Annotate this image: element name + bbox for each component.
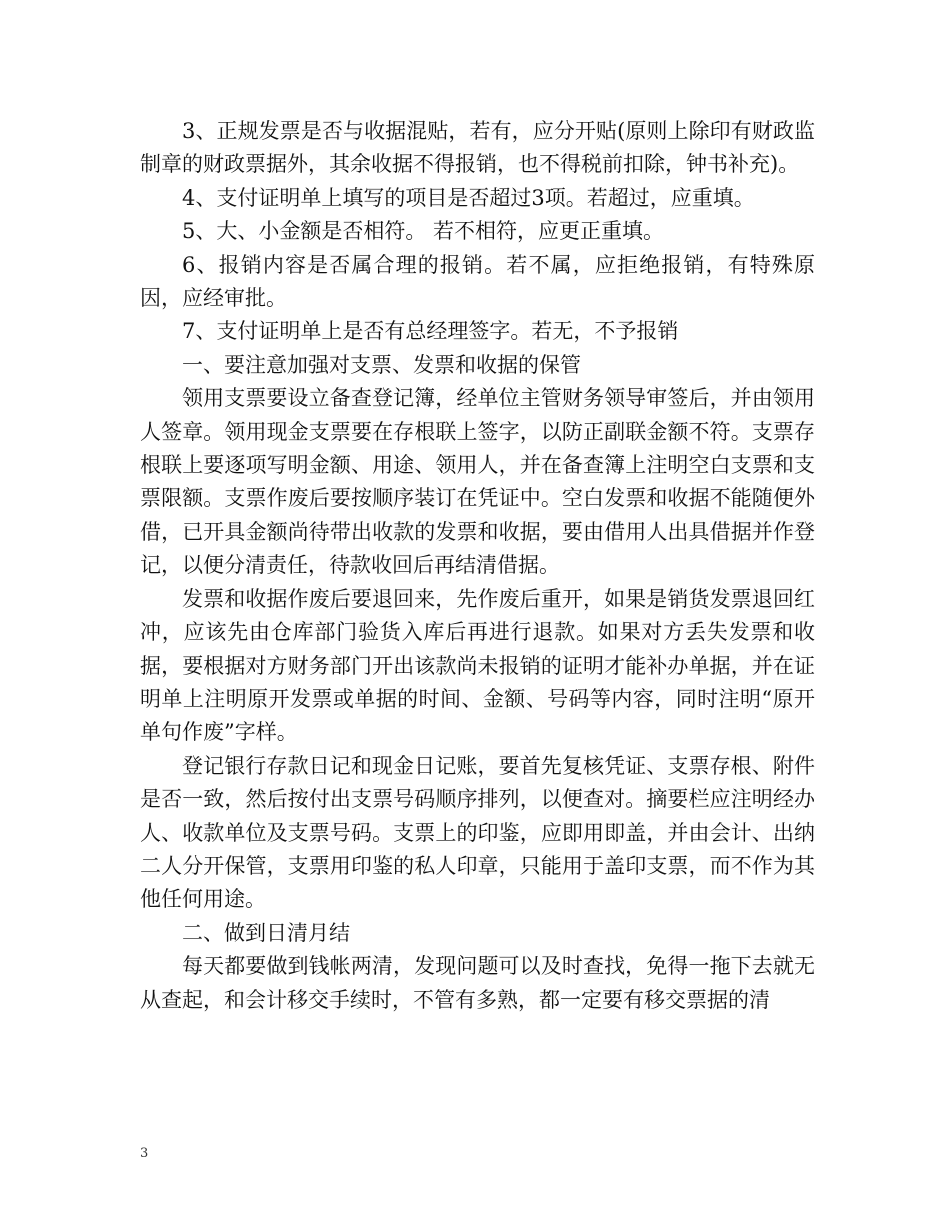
paragraph-journal-entry: 登记银行存款日记和现金日记账，要首先复核凭证、支票存根、附件是否一致，然后按付出支票号码顺序排列，以便查对。摘要栏应注明经办人、收款单位及支票号码。支票上的印鉴，应即用即盖，并由会计、出纳二人分开保管，支票用印鉴的私人印章，只能用于盖印支票，而不作为其他任何用途。: [140, 753, 815, 912]
paragraph-cheque-custody: 领用支票要设立备查登记簿，经单位主管财务领导审签后，并由领用人签章。领用现金支票要在存根联上签字，以防正副联金额不符。支票存根联上要逐项写明金额、用途、领用人，并在备查簿上注明空白支票和支票限额。支票作废后要按顺序装订在凭证中。空白发票和收据不能随便外借，已开具金额尚待带出收款的发票和收据，要由借用人出具借据并作登记，以便分清责任，待款收回后再结清借据。: [140, 386, 815, 578]
paragraph-invoice-void: 发票和收据作废后要退回来，先作废后重开，如果是销货发票退回红冲，应该先由仓库部门验货入库后再进行退款。如果对方丢失发票和收据，要根据对方财务部门开出该款尚未报销的证明才能补办单据，并在证明单上注明原开发票或单据的时间、金额、号码等内容，同时注明“原开单句作废”字样。: [140, 586, 815, 745]
paragraph-item-3: 3、正规发票是否与收据混贴，若有，应分开贴(原则上除印有财政监制章的财政票据外，其余收据不得报销，也不得税前扣除，钟书补充)。: [140, 119, 815, 177]
section-heading-2: 二、做到日清月结: [182, 920, 350, 945]
paragraph-item-7: 7、支付证明单上是否有总经理签字。若无，不予报销: [182, 319, 679, 344]
paragraph-item-6: 6、报销内容是否属合理的报销。若不属，应拒绝报销，有特殊原因，应经审批。: [140, 252, 815, 311]
page-number: 3: [140, 1146, 149, 1161]
paragraph-item-5: 5、大、小金额是否相符。 若不相符，应更正重填。: [182, 219, 665, 244]
paragraph-daily-settlement: 每天都要做到钱帐两清，发现问题可以及时查找，免得一拖下去就无从查起，和会计移交手续时，不管有多熟，都一定要有移交票据的清: [140, 954, 815, 1012]
document-body: [140, 115, 815, 1017]
paragraph-item-4: 4、支付证明单上填写的项目是否超过3项。若超过，应重填。: [182, 185, 755, 210]
section-heading-1: 一、要注意加强对支票、发票和收据的保管: [182, 352, 581, 377]
